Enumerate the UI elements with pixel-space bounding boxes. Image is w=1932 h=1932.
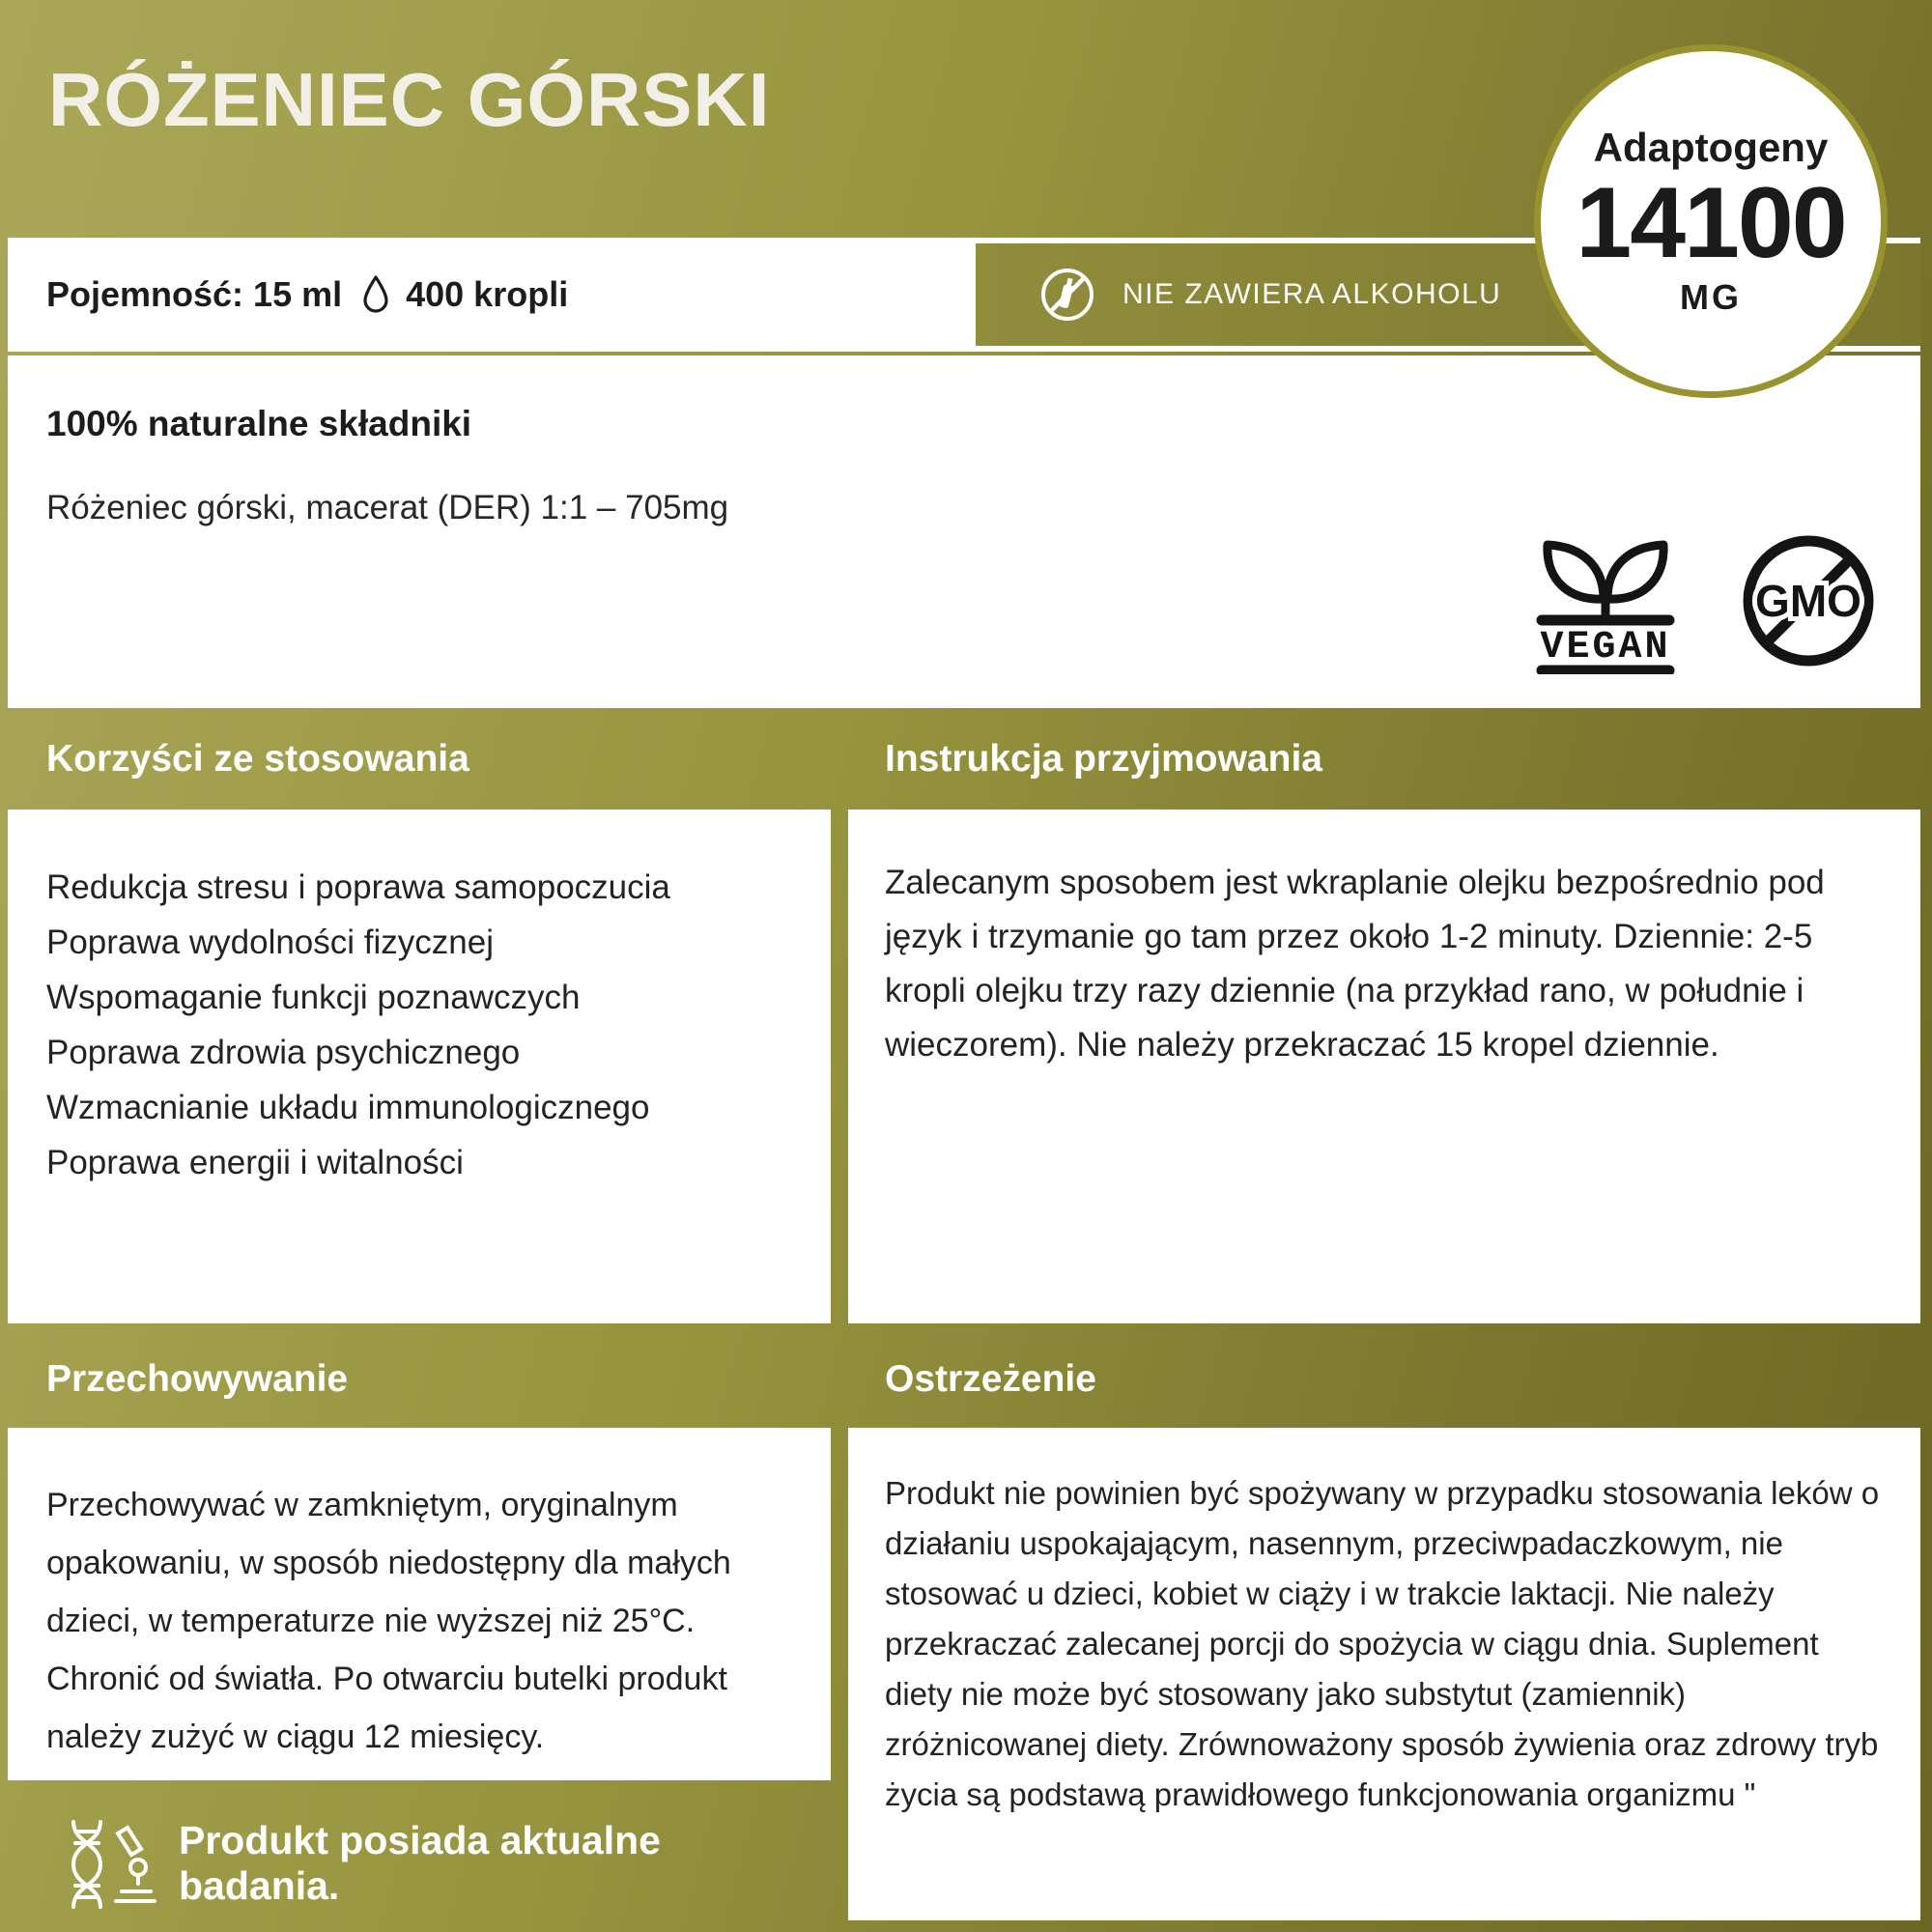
benefits-list (46, 860, 670, 1190)
benefit-item: Poprawa energii i witalności (46, 1144, 464, 1181)
benefit-item: Redukcja stresu i poprawa samopoczucia (46, 868, 670, 906)
benefits-header: Korzyści ze stosowania (46, 738, 469, 780)
drops-count: 400 kropli (406, 274, 569, 314)
no-alcohol-label: NIE ZAWIERA ALKOHOLU (1122, 278, 1502, 310)
research-icon (58, 1814, 158, 1915)
instructions-header: Instrukcja przyjmowania (885, 738, 1322, 780)
benefits-panel (8, 810, 831, 1323)
storage-text: Przechowywać w zamkniętym, oryginalnym opakowaniu, w sposób niedostępny dla małych dzieci, w temperaturze nie wyższej niż 25°C. Chronić od światła. Po otwarciu butelki produkt należy zużyć w ciągu 12 miesięcy. (46, 1487, 731, 1755)
ingredients-heading: 100% naturalne składniki (46, 404, 472, 443)
ingredients-panel (8, 355, 1920, 708)
instructions-panel (848, 810, 1920, 1323)
benefit-item: Poprawa wydolności fizycznej (46, 923, 494, 961)
warning-text: Produkt nie powinien być spożywany w przypadku stosowania leków o działaniu uspokajającym, nasennym, przeciwpadaczkowym, nie stosować u dzieci, kobiet w ciąży i w trakcie laktacji. Nie należy przekraczać zalecanej porcji do spożycia w ciągu dnia. Suplement diety nie może być stosowany jako substytut (zamiennik) zróżnicowanej diety. Zrównoważony sposób żywienia oraz zdrowy tryb życia są podstawą prawidłowego funkcjonowania organizmu " (885, 1475, 1880, 1812)
warning-header: Ostrzeżenie (885, 1358, 1096, 1400)
benefit-item: Poprawa zdrowia psychicznego (46, 1034, 521, 1071)
ingredients-detail: Różeniec górski, macerat (DER) 1:1 – 705mg (46, 489, 729, 526)
warning-panel (848, 1428, 1920, 1920)
dose-badge (1534, 44, 1888, 398)
vegan-label: VEGAN (1540, 626, 1671, 669)
page-title: RÓŻENIEC GÓRSKI (48, 57, 771, 142)
storage-header: Przechowywanie (46, 1358, 349, 1400)
instructions-text: Zalecanym sposobem jest wkraplanie olejku bezpośrednio pod język i trzymanie go tam przez około 1-2 minuty. Dziennie: 2-5 kropli olejku trzy razy dziennie (na przykład rano, w południe i wieczorem). Nie należy przekraczać 15 kropel dziennie. (885, 864, 1825, 1064)
vegan-icon (1528, 527, 1683, 674)
capacity-label: Pojemność: 15 ml (46, 274, 343, 314)
capacity-text (46, 274, 568, 315)
gmo-label: GMO (1755, 576, 1861, 626)
footer-claim: Produkt posiada aktualne badania. (179, 1818, 661, 1908)
badge-unit: MG (1680, 276, 1742, 317)
droplet-icon (361, 274, 390, 315)
no-gmo-icon (1735, 527, 1882, 674)
storage-panel (8, 1428, 831, 1780)
badge-amount: 14100 (1576, 167, 1846, 280)
badge-category: Adaptogeny (1593, 125, 1829, 171)
benefit-item: Wzmacnianie układu immunologicznego (46, 1089, 650, 1126)
benefit-item: Wspomaganie funkcji poznawczych (46, 979, 581, 1016)
no-alcohol-icon (1037, 265, 1097, 325)
